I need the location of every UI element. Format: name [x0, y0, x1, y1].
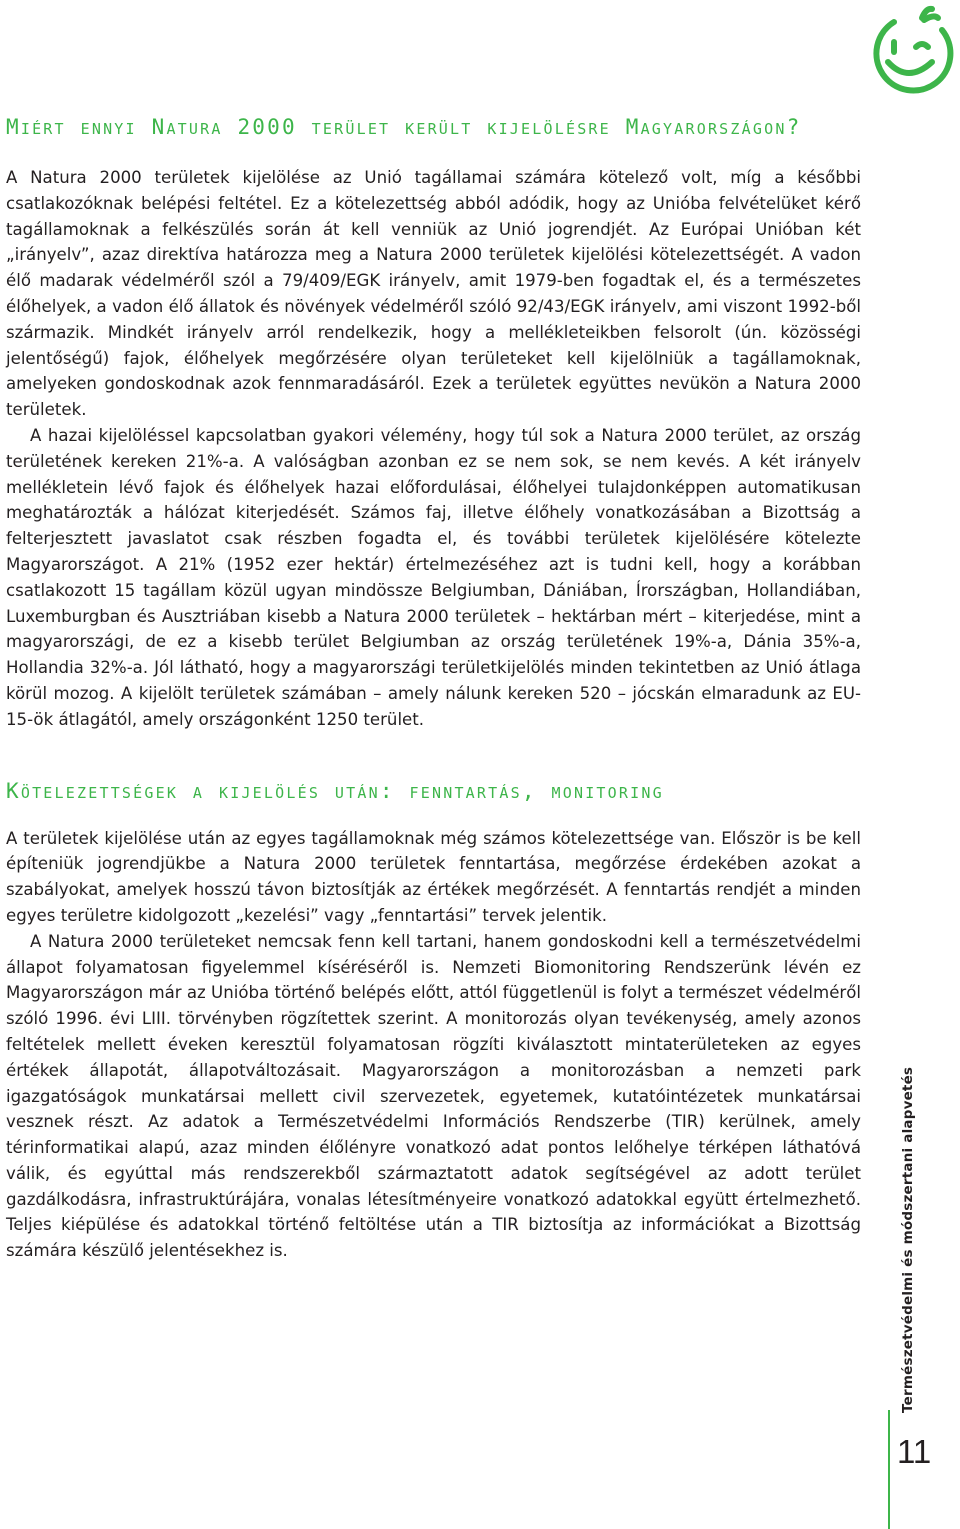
accent-divider: [888, 1410, 890, 1529]
winking-smiley-logo-icon: [864, 4, 954, 94]
body-paragraph: A Natura 2000 területek kijelölése az Unió tagállamai számára kötelező volt, míg a későbbi csatlakozóknak belépési feltétel. Ez a kötelezettség abból adódik, hogy az Unióba felvételüket kérő tagállamoknak a felkészülés során át kell venniük az Unió jogrendjét. Az Európai Unióban két „irányelv”, azaz direktíva határozza meg a Natura 2000 területek kijelölési kötelezettségét. A vadon élő madarak védelméről szól a 79/409/EGK irányelv, amit 1979-ben fogadtak el, és a természetes élőhelyek, a vadon élő állatok és növények védelméről szóló 92/43/EGK irányelv, ami viszont 1992-ből származik. Mindkét irányelv arról rendelkezik, hogy a mellékleteikben felsorolt (ún. közösségi jelentőségű) fajok, élőhelyek megőrzésére olyan területeket kell kijelölniük a tagállamoknak, amelyeken gondoskodnak azok fennmaradásáról. Ezek a területek együttes nevükön a Natura 2000 területek.: [6, 168, 861, 420]
page-number: 11: [897, 1433, 932, 1470]
running-title: Természetvédelmi és módszertani alapvetés: [900, 1066, 916, 1413]
body-paragraph: A területek kijelölése után az egyes tagállamoknak még számos kötelezettsége van. Először is be kell építeniük jogrendjükbe a Natura 2000 területek fenntartása, megőrzése érdekében azokat a szabályokat, amelyek hosszú távon biztosítják az értékek megőrzését. A fenntartás rendjét a minden egyes területre kidolgozott „kezelési” vagy „fenntartási” tervek jelentik.: [6, 828, 861, 925]
section-heading: Kötelezettségek a kijelölés után: fenntartás, monitoring: [6, 778, 664, 803]
body-paragraph: A hazai kijelöléssel kapcsolatban gyakori vélemény, hogy túl sok a Natura 2000 terület, az ország területének kereken 21%-a. A valóságban azonban ez se nem sok, se nem kevés. A két irányelv mellékletein lévő fajok és élőhelyek hazai előfordulásai, élőhelyei tulajdonképpen automatikusan meghatározták a hálózat kiterjedését. Számos faj, illetve élőhely vonatkozásában a Bizottság a felterjesztett javaslatot csak részben fogadta el, és további területek kijelölésére kötelezte Magyarországot. A 21% (1952 ezer hektár) értelmezéséhez azt is tudni kell, hogy a korábban csatlakozott 15 tagállam közül ugyan mindössze Belgiumban, Dániában, Írországban, Hollandiában, Luxemburgban és Ausztriában kisebb a Natura 2000 területek – hektárban mért – kiterjedése, mint a magyarországi, de ez a kisebb terület Belgiumban az ország területének 19%-a, Dánia 35%-a, Hollandia 32%-a. Jól látható, hogy a magyarországi területkijelölés minden tekintetben az Unió átlaga körül mozog. A kijelölt területek számában – amely nálunk kereken 520 – jócskán elmaradunk az EU-15-ök átlagától, amely országonként 1250 terület.: [6, 425, 861, 729]
body-paragraph: A Natura 2000 területeket nemcsak fenn kell tartani, hanem gondoskodni kell a természetvédelmi állapot folyamatosan figyelemmel kíséréséről is. Nemzeti Biomonitoring Rendszerünk lévén ez Magyarországon már az Unióba történő belépés előtt, attól függetlenül is folyt a természet védelméről szóló 1996. évi LIII. törvényben rögzítettek szerint. A monitorozás olyan tevékenység, amely azonos feltételek mellett éveken keresztül folyamatosan rögzíti kiválasztott mintaterületeken az egyes értékek állapotát, állapotváltozásait. Magyarországon a monitorozásban a nemzeti park igazgatóságok munkatársai mellett civil szervezetek, egyetemek, kutatóintézetek munkatársai vesznek részt. Az adatok a Természetvédelmi Információs Rendszerbe (TIR) kerülnek, amely térinformatikai alapú, azaz minden élőlényre vonatkozó adat pontos lelőhelye térképen láthatóvá válik, és egyúttal más rendszerekből származtatott adatok segítségével az adott terület gazdálkodásra, infrastruktúrájára, vonalas létesítményeire vonatkozó adatokkal együtt értelmezhető. Teljes kiépülése és adatokkal történő feltöltése után a TIR biztosítja az információkat a Bizottság számára készülő jelentésekhez is.: [6, 931, 861, 1261]
section-heading: Miért ennyi Natura 2000 terület került kijelölésre Magyarországon?: [6, 115, 802, 139]
page-content: [6, 114, 861, 1264]
